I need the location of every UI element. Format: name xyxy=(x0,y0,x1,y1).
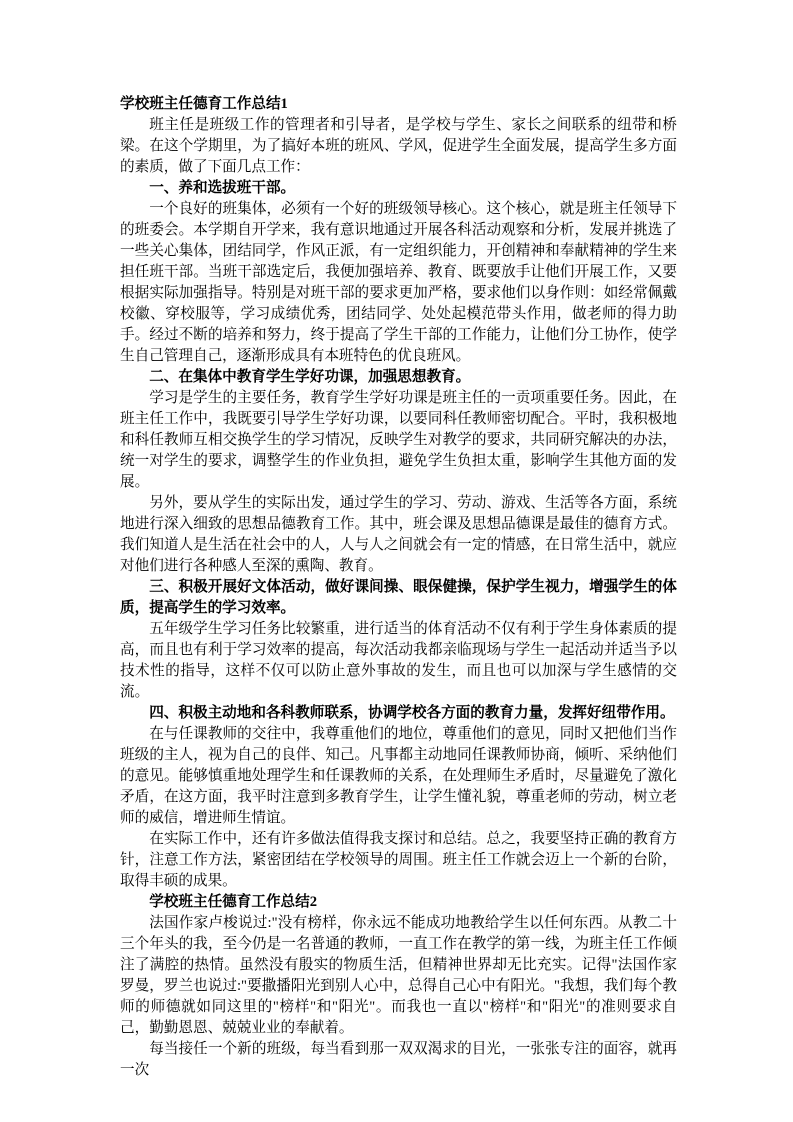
document-content xyxy=(120,94,677,1081)
section-heading-4: 四、积极主动地和各科教师联系，协调学校各方面的教育力量，发挥好纽带作用。 xyxy=(149,705,675,721)
paragraph-section-2a: 学习是学生的主要任务，教育学生学好功课是班主任的一贡项重要任务。因此，在班主任工作中，我既要引导学生学好功课，以要同科任教师密切配合。平时，我积极地和科任教师互相交换学生的学习情况，反映学生对教学的要求，共同研究解决的办法，统一对学生的要求，调整学生的作业负担，避免学生负担太重，影响学生其他方面的发展。 xyxy=(120,390,677,490)
paragraph-intro: 班主任是班级工作的管理者和引导者，是学校与学生、家长之间联系的纽带和桥梁。在这个学期里，为了搞好本班的班风、学风，促进学生全面发展，提高学生多方面的素质，做了下面几点工作： xyxy=(120,117,677,175)
section-heading-1: 一、养和选拔班干部。 xyxy=(149,180,296,196)
paragraph-section-3: 五年级学生学习任务比较繁重，进行适当的体育活动不仅有利于学生身体素质的提高，而且也有利于学习效率的提高，每次活动我都亲临现场与学生一起活动并适当予以技术性的指导，这样不仅可以防止意外事故的发生，而且也可以加深与学生感情的交流。 xyxy=(120,621,677,700)
paragraph-section-1: 一个良好的班集体，必须有一个好的班级领导核心。这个核心，就是班主任领导下的班委会。本学期自开学来，我有意识地通过开展各科活动观察和分析，发展并挑选了一些关心集体，团结同学，作风正派，有一定组织能力，开创精神和奉献精神的学生来担任班干部。当班干部选定后，我便加强培养、教育、既要放手让他们开展工作，又要根据实际加强指导。特别是对班干部的要求更加严格，要求他们以身作则：如经常佩戴校徽、穿校服等，学习成绩优秀，团结同学、处处起模范带头作用，做老师的得力助手。经过不断的培养和努力，终于提高了学生干部的工作能力，让他们分工协作，使学生自己管理自己，逐渐形成具有本班特色的优良班风。 xyxy=(120,201,677,364)
paragraph-summary2-continuation: 每当接任一个新的班级，每当看到那一双双渴求的目光，一张张专注的面容，就再一次 xyxy=(120,1041,677,1078)
document-title: 学校班主任德育工作总结1 xyxy=(120,96,288,112)
section-heading-3: 三、积极开展好文体活动，做好课间操、眼保健操，保护学生视力，增强学生的体质，提高学生的学习效率。 xyxy=(120,579,677,616)
paragraph-section-4: 在与任课教师的交往中，我尊重他们的地位，尊重他们的意见，同时又把他们当作班级的主人，视为自己的良伴、知己。凡事都主动地同任课教师协商，倾听、采纳他们的意见。能够慎重地处理学生和任课教师的关系，在处理师生矛盾时，尽量避免了激化矛盾，在这方面，我平时注意到多教育学生，让学生懂礼貌，尊重老师的劳动，树立老师的威信，增进师生情谊。 xyxy=(120,726,677,826)
paragraph-summary2-intro: 法国作家卢梭说过:"没有榜样，你永远不能成功地教给学生以任何东西。从教二十三个年头的我，至今仍是一名普通的教师，一直工作在教学的第一线，为班主任工作倾注了满腔的热情。虽然没有殷实的物质生活，但精神世界却无比充实。记得"法国作家罗曼，罗兰也说过:"要撒播阳光到别人心中，总得自己心中有阳光。"我想，我们每个教师的师德就如同这里的"榜样"和"阳光"。而我也一直以"榜样"和"阳光"的准则要求自己，勤勤恩恩、兢兢业业的奉献着。 xyxy=(120,915,677,1036)
paragraph-section-2b: 另外，要从学生的实际出发，通过学生的学习、劳动、游戏、生活等各方面，系统地进行深入细致的思想品德教育工作。其中，班会课及思想品德课是最佳的德育方式。我们知道人是生活在社会中的人，人与人之间就会有一定的情感，在日常生活中，就应对他们进行各种感人至深的熏陶、教育。 xyxy=(120,495,677,574)
section-heading-2: 二、在集体中教育学生学好功课，加强思想教育。 xyxy=(149,369,471,385)
paragraph-conclusion: 在实际工作中，还有许多做法值得我支探讨和总结。总之，我要坚持正确的教育方针，注意工作方法，紧密团结在学校领导的周围。班主任工作就会迈上一个新的台阶，取得丰硕的成果。 xyxy=(120,831,677,889)
document-title-2: 学校班主任德育工作总结2 xyxy=(149,894,318,910)
